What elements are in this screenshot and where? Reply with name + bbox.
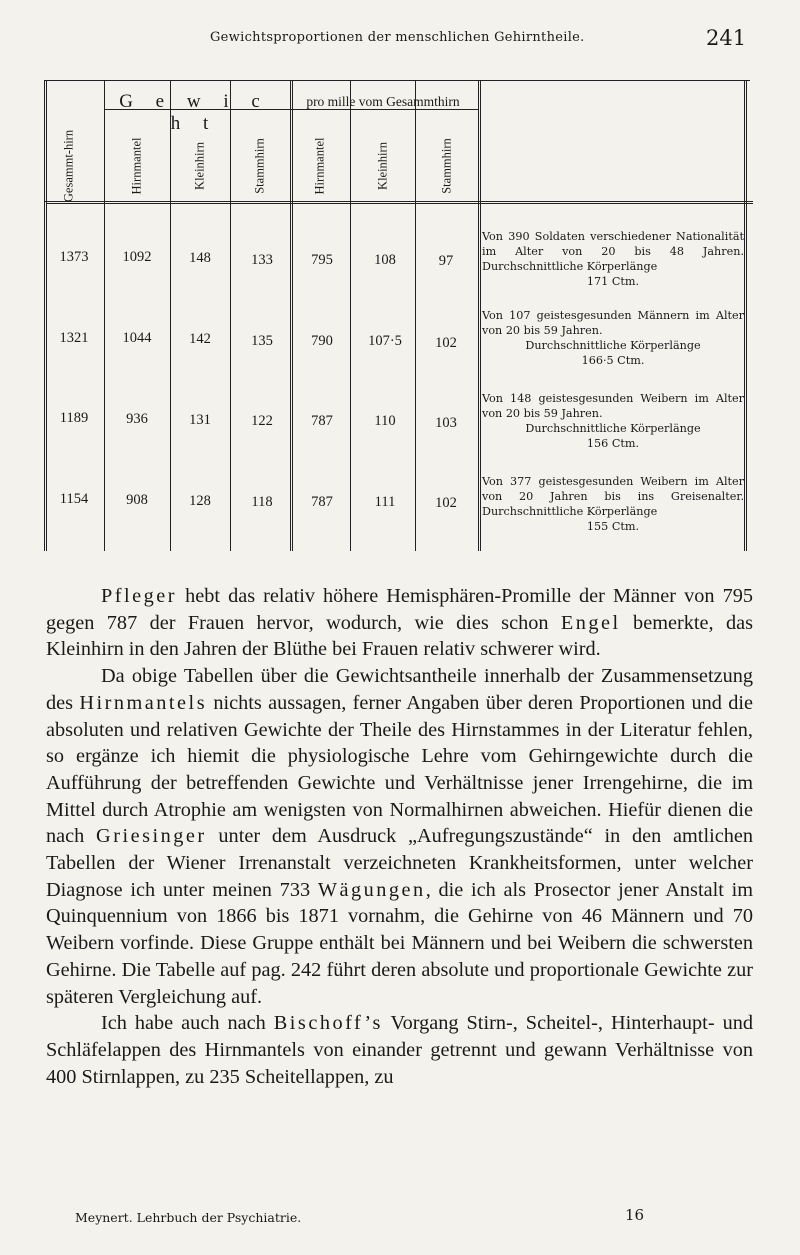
- table-cell: 1321: [59, 330, 89, 346]
- table-cell: 128: [189, 493, 211, 509]
- table-cell: 1189: [59, 410, 89, 426]
- signature-mark: 16: [625, 1206, 645, 1224]
- paragraph: Ich habe auch nach Bischoff’s Vorgang Stirn-, Scheitel-, Hinterhaupt- und Schläfelappen des Hirnmantels von einander getrennt und gewann Verhältnisse von 400 Stirnlappen, zu 235 Scheitellappen, zu: [46, 1012, 753, 1088]
- table-cell: 148: [189, 250, 211, 266]
- table-cell: 787: [311, 413, 333, 429]
- author-name: Pfleger: [101, 585, 178, 607]
- paragraph: Da obige Tabellen über die Gewichtsantheile innerhalb der Zusammensetzung des Hirnmantels nichts aussagen, ferner Angaben über deren Proportionen und die absoluten und relativen Gewichte der Theile des Hirnstammes in der Literatur fehlen, so ergänze ich hiemit die physiologische Lehre vom Gehirngewichte durch die Aufführung der betreffenden Gewichte und Verhältnisse jener Irrengehirne, die im Mittel durch Atrophie am wenigsten von Normalhirnen abweichen. Hiefür dienen die nach Griesinger unter dem Ausdruck „Aufregungszustände“ in den amtlichen Tabellen der Wiener Irrenanstalt verzeichneten Krankheitsformen, unter welcher Diagnose ich unter meinen 733 Wägungen, die ich als Prosector jener Anstalt im Quinquennium von 1866 bis 1871 vornahm, die Gehirne von 46 Männern und 70 Weibern vorfinde. Diese Gruppe enthält bei Männern und bei Weibern die schwersten Gehirne. Die Tabelle auf pag. 242 führt deren absolute und proportionale Gewichte zur späteren Vergleichung auf.: [46, 665, 754, 1008]
- table-cell: 111: [374, 494, 396, 510]
- table-cell: 102: [435, 495, 457, 511]
- table-cell: 1373: [59, 249, 89, 265]
- table-cell: 1092: [122, 249, 152, 265]
- table-cell: 135: [251, 333, 273, 349]
- table-cell: 102: [435, 335, 457, 351]
- table-cell: 118: [251, 494, 273, 510]
- table-cell: 1044: [122, 330, 152, 346]
- page-number: 241: [706, 26, 747, 50]
- table-cell: 108: [374, 252, 396, 268]
- col-header-kleinhirn-promille: Kleinhirn: [375, 142, 390, 190]
- table-cell: 787: [311, 494, 333, 510]
- table-note: Von 107 geistesgesunden Männern im Alter von 20 bis 59 Jahren. Durchschnittliche Körperlänge 166·5 Ctm.: [482, 309, 744, 367]
- table-cell: 142: [189, 331, 211, 347]
- running-head: Gewichtsproportionen der menschlichen Gehirntheile.: [210, 30, 585, 45]
- table-cell: 97: [438, 253, 454, 269]
- col-header-hirnmantel: Hirnmantel: [129, 137, 144, 195]
- table-cell: 107·5: [368, 333, 402, 349]
- footer-book-title: Meynert. Lehrbuch der Psychiatrie.: [75, 1210, 302, 1225]
- table-note: Von 148 geistesgesunden Weibern im Alter von 20 bis 59 Jahren. Durchschnittliche Körperlänge 156 Ctm.: [482, 392, 744, 450]
- col-header-stammhirn-promille: Stammhirn: [439, 138, 454, 194]
- paragraph: Pfleger hebt das relativ höhere Hemisphären-Promille der Männer von 795 gegen 787 der Frauen hervor, wodurch, wie dies schon Engel bemerkte, das Kleinhirn in den Jahren der Blüthe bei Frauen relativ schwerer wird.: [46, 585, 753, 661]
- table-cell: 122: [251, 413, 273, 429]
- table-cell: 131: [189, 412, 211, 428]
- table-note: Von 390 Soldaten verschiedener Nationalität im Alter von 20 bis 48 Jahren. Durchschnittliche Körperlänge 171 Ctm.: [482, 230, 744, 288]
- table-cell: 1154: [59, 491, 89, 507]
- col-header-hirnmantel-promille: Hirnmantel: [312, 137, 327, 195]
- author-name: Engel: [560, 611, 621, 634]
- table-cell: 103: [435, 415, 457, 431]
- table-note: Von 377 geistesgesunden Weibern im Alter von 20 Jahren bis ins Greisenalter. Durchschnittliche Körperlänge 155 Ctm.: [482, 475, 744, 533]
- group-header-promille: pro mille vom Gesammthirn: [306, 94, 460, 109]
- data-table: [44, 80, 750, 551]
- table-cell: 936: [126, 411, 148, 427]
- group-header-gewicht: G e w i c h t: [119, 91, 269, 134]
- col-header-gesammthirn: Gesammt-hirn: [61, 129, 76, 203]
- table-cell: 908: [126, 492, 148, 508]
- author-name: Griesinger: [96, 825, 207, 848]
- table-cell: 110: [374, 413, 396, 429]
- table-cell: 795: [311, 252, 333, 268]
- author-name: Bischoff’s: [273, 1012, 383, 1035]
- col-header-stammhirn: Stammhirn: [252, 138, 267, 194]
- col-header-kleinhirn: Kleinhirn: [192, 142, 207, 190]
- table-cell: 133: [251, 252, 273, 268]
- table-cell: 790: [311, 333, 333, 349]
- body-text: [46, 583, 753, 1090]
